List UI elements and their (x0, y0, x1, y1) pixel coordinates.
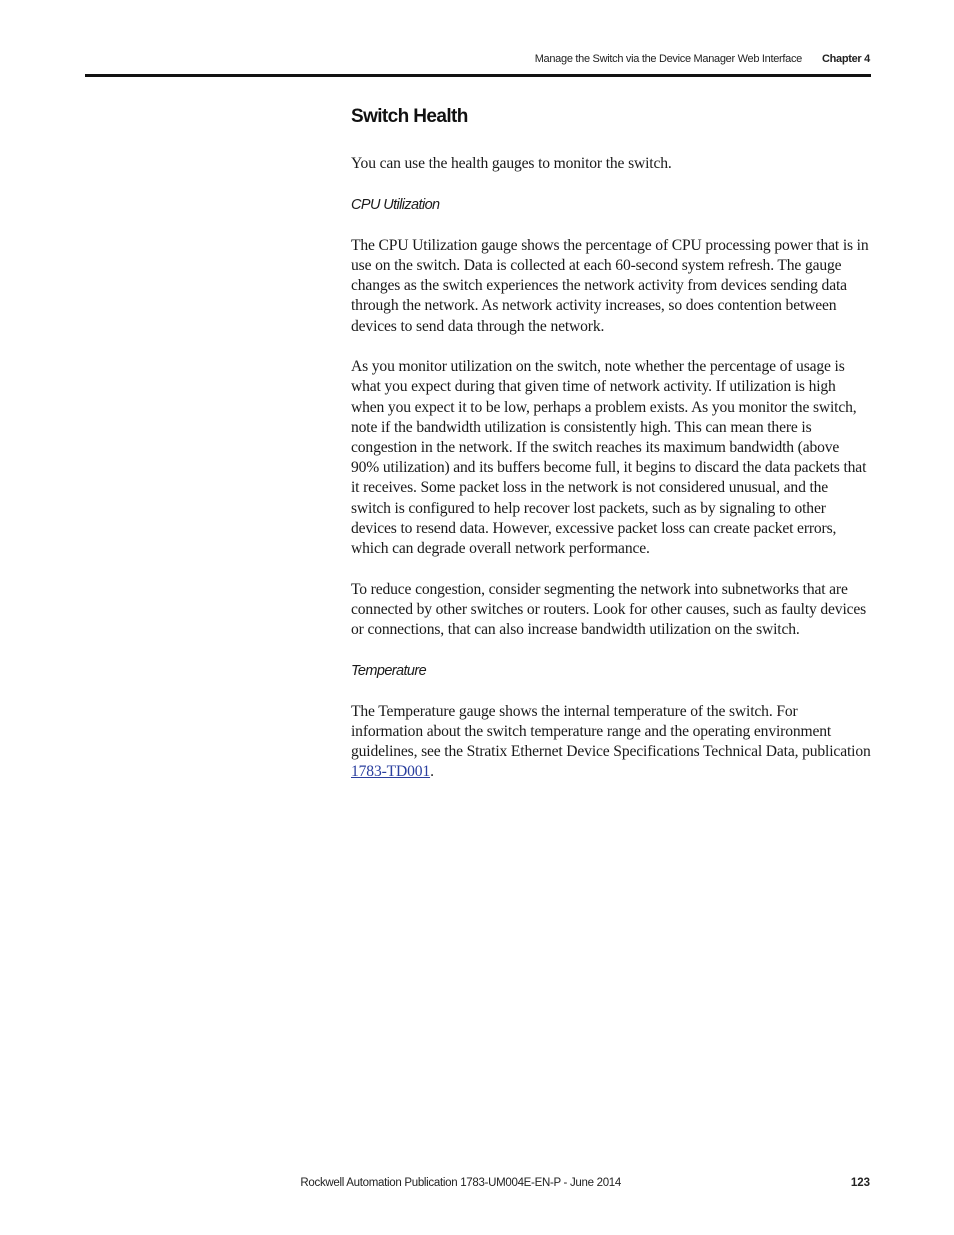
page-number: 123 (850, 1177, 870, 1189)
temperature-paragraph (351, 702, 871, 783)
cpu-paragraph-3: To reduce congestion, consider segmenting the network into subnetworks that are connected by other switches or routers. Look for other causes, such as faulty devices or connections, that can also increase bandwidth utilization on the switch. (351, 580, 867, 639)
cpu-paragraph-1: The CPU Utilization gauge shows the percentage of CPU processing power that is in use on the switch. Data is collected at each 60-second system refresh. The gauge changes as the switch experiences the network activity from devices sending data through the network. As network activity increases, so does contention between devices to send data through the network. (351, 236, 869, 335)
intro-paragraph: You can use the health gauges to monitor the switch. (351, 155, 672, 172)
cpu-utilization-heading: CPU Utilization (351, 196, 440, 213)
section-title: Switch Health (351, 106, 468, 127)
temperature-text: The Temperature gauge shows the internal temperature of the switch. For information about the switch temperature range and the operating environment guidelines, see the Stratix Ethernet Device Specifications Technical Data, publication (351, 702, 871, 761)
temperature-heading: Temperature (351, 662, 427, 679)
chapter-label: Chapter 4 (821, 53, 870, 65)
running-header-title: Manage the Switch via the Device Manager Web Interface (534, 53, 802, 65)
main-content (351, 106, 871, 803)
cpu-paragraph-2: As you monitor utilization on the switch, note whether the percentage of usage is what you expect during that given time of network activity. If utilization is high when you expect it to be low, perhaps a problem exists. As you monitor the switch, note if the bandwidth utilization is consistently high. This can mean there is congestion in the network. If the switch reaches its maximum bandwidth (above 90% utilization) and its buffers become full, it begins to discard the data packets that it receives. Some packet loss in the network is not considered unusual, and the switch is configured to help recover lost packets, such as by signaling to other devices to resend data. However, excessive packet loss can create packet errors, which can degrade overall network performance. (351, 358, 867, 558)
footer-publication: Rockwell Automation Publication 1783-UM004E-EN-P - June 2014 (300, 1177, 621, 1189)
temperature-text-end: . (430, 763, 434, 781)
publication-link[interactable]: 1783-TD001 (351, 763, 431, 781)
header-divider (85, 74, 871, 77)
